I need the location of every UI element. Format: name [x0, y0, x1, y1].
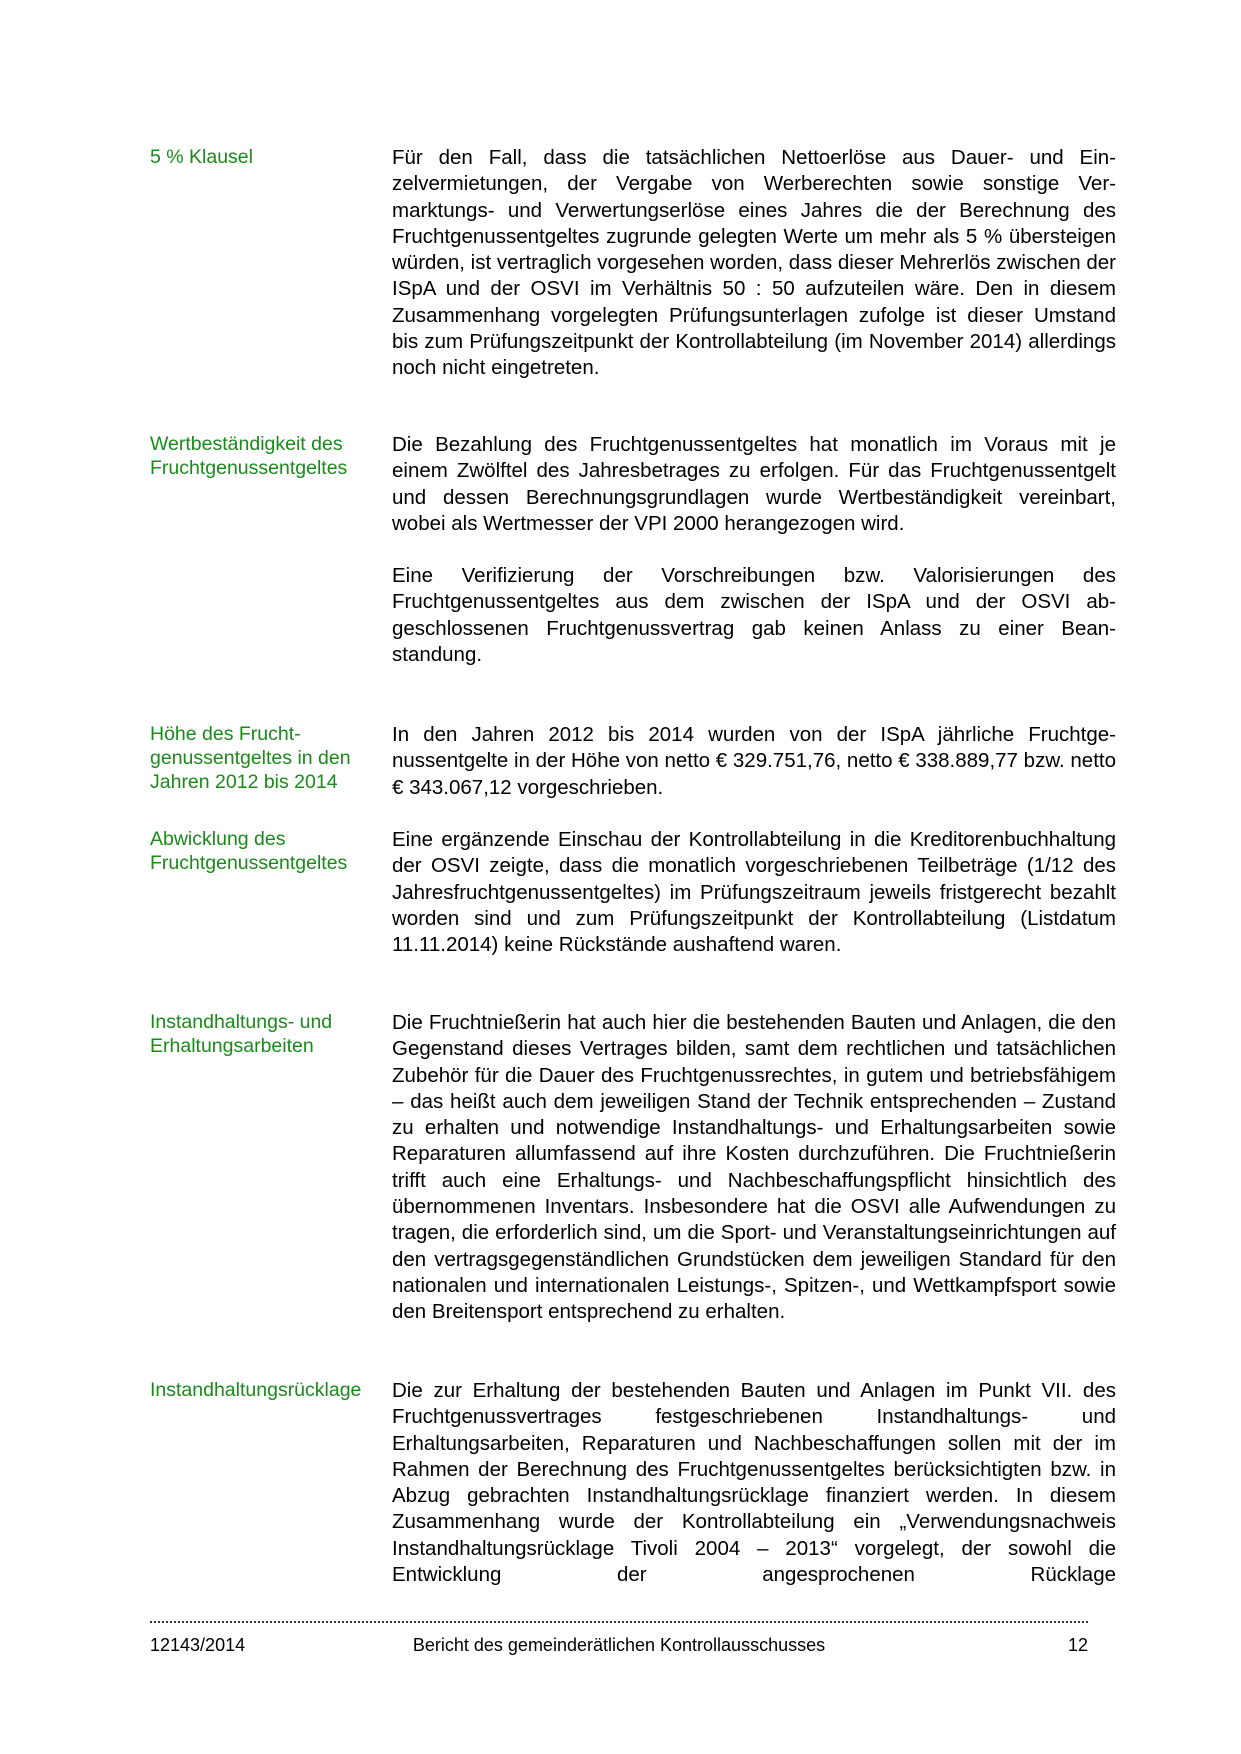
margin-label: Höhe des Fruchtgenussentgeltes in den Jahren 2012 bis 2014: [150, 723, 351, 793]
paragraph: Für den Fall, dass die tatsächlichen Nettoerlöse aus Dauer- und Einzelvermietungen, der Vergabe von Werberechten sowie sonstige Vermarktungs- und Verwertungserlöse eines Jahres die der Berechnung des Fruchtgenussentgeltes zugrunde gelegten Werte um mehr als 5 % übersteigen würden, ist vertraglich vorgesehen worden, dass dieser Mehrerlös zwischen der ISpA und der OSVI im Verhältnis 50 : 50 aufzuteilen wäre. Den in diesem Zusammenhang vorgelegten Prüfungsunterlagen zufolge ist dieser Umstand bis zum Prüfungszeitpunkt der Kontrollabteilung (im November 2014) allerdings noch nicht eingetreten.: [392, 146, 1116, 380]
paragraph: Die Bezahlung des Fruchtgenussentgeltes hat monatlich im Voraus mit je einem Zwölftel des Jahresbetrages zu erfolgen. Für das Fruchtgenussentgelt und dessen Berechnungsgrundlagen wurde Wertbeständigkeit vereinbart, wobei als Wertmesser der VPI 2000 herangezogen wird.: [392, 433, 1116, 535]
paragraph: Eine ergänzende Einschau der Kontrollabteilung in die Kreditorenbuchhaltung der OSVI zeigte, dass die monatlich vorgeschriebenen Teilbeträge (1/12 des Jahresfruchtgenussentgeltes) im Prüfungszeitraum jeweils fristgerecht bezahlt worden sind und zum Prüfungszeitpunkt der Kontrollabteilung (Listdatum 11.11.2014) keine Rückstände aushaftend waren.: [392, 828, 1116, 957]
footer-doc-number: 12143/2014: [150, 1635, 246, 1655]
section-body: [392, 1010, 1116, 1326]
paragraph: Die Fruchtnießerin hat auch hier die bestehenden Bauten und Anlagen, die den Gegenstand dieses Vertrages bilden, samt dem rechtlichen und tatsächlichen Zubehör für die Dauer des Fruchtgenussrechtes, in gutem und betriebsfähigem – das heißt auch dem jeweiligen Stand der Technik entsprechenden – Zustand zu erhalten und notwendige Instandhaltungs- und Erhaltungsarbeiten sowie Reparaturen allumfassend auf ihre Kosten durchzuführen. Die Fruchtnießerin trifft auch eine Erhaltungs- und Nachbeschaffungspflicht hinsichtlich des übernommenen Inventars. Insbesondere hat die OSVI alle Aufwendungen zu tragen, die erforderlich sind, um die Sport- und Veranstaltungseinrichtungen auf den vertragsgegenständlichen Grundstücken dem jeweiligen Standard für den nationalen und internationalen Leistungs-, Spitzen-, und Wettkampfsport sowie den Breitensport entsprechend zu erhalten.: [392, 1011, 1116, 1324]
margin-label: Abwicklung des Fruchtgenussentgeltes: [150, 828, 348, 874]
section-body: [392, 432, 1116, 668]
section-body: [392, 722, 1116, 801]
margin-label: Instandhaltungsrücklage: [150, 1379, 362, 1401]
margin-label: Instandhaltungs- und Erhaltungsarbeiten: [150, 1011, 333, 1057]
paragraph: Die zur Erhaltung der bestehenden Bauten und Anlagen im Punkt VII. des Fruchtgenussvertrages festgeschriebenen Instandhaltungs- und Erhaltungsarbeiten, Reparaturen und Nachbeschaffungen sollen mit der im Rahmen der Berechnung des Fruchtgenussentgeltes berücksichtigten bzw. in Abzug gebrachten Instandhaltungsrücklage finanziert werden. In diesem Zusammenhang wurde der Kontrollabteilung ein „Verwendungsnachweis Instandhaltungsrücklage Tivoli 2004 – 2013“ vorgelegt, der sowohl die Entwicklung der angesprochenen Rücklage: [392, 1379, 1116, 1587]
footer-title: Bericht des gemeinderätlichen Kontrollausschusses: [412, 1635, 826, 1655]
footer-divider: [150, 1621, 1088, 1623]
paragraph: In den Jahren 2012 bis 2014 wurden von der ISpA jährliche Fruchtgenussentgelte in der Höhe von netto € 329.751,76, netto € 338.889,77 bzw. netto € 343.067,12 vorgeschrieben.: [392, 723, 1116, 799]
paragraph: Eine Verifizierung der Vorschreibungen bzw. Valorisierungen des Fruchtgenussentgeltes aus dem zwischen der ISpA und der OSVI abgeschlossenen Fruchtgenussvertrag gab keinen Anlass zu einer Beanstandung.: [392, 564, 1116, 667]
footer-page-number: 12: [1067, 1635, 1088, 1655]
margin-label: Wertbeständigkeit des Fruchtgenussentgeltes: [150, 433, 348, 479]
section-body: [392, 827, 1116, 958]
margin-label: 5 % Klausel: [150, 146, 253, 168]
section-body: [392, 1378, 1116, 1588]
section-body: [392, 145, 1116, 382]
